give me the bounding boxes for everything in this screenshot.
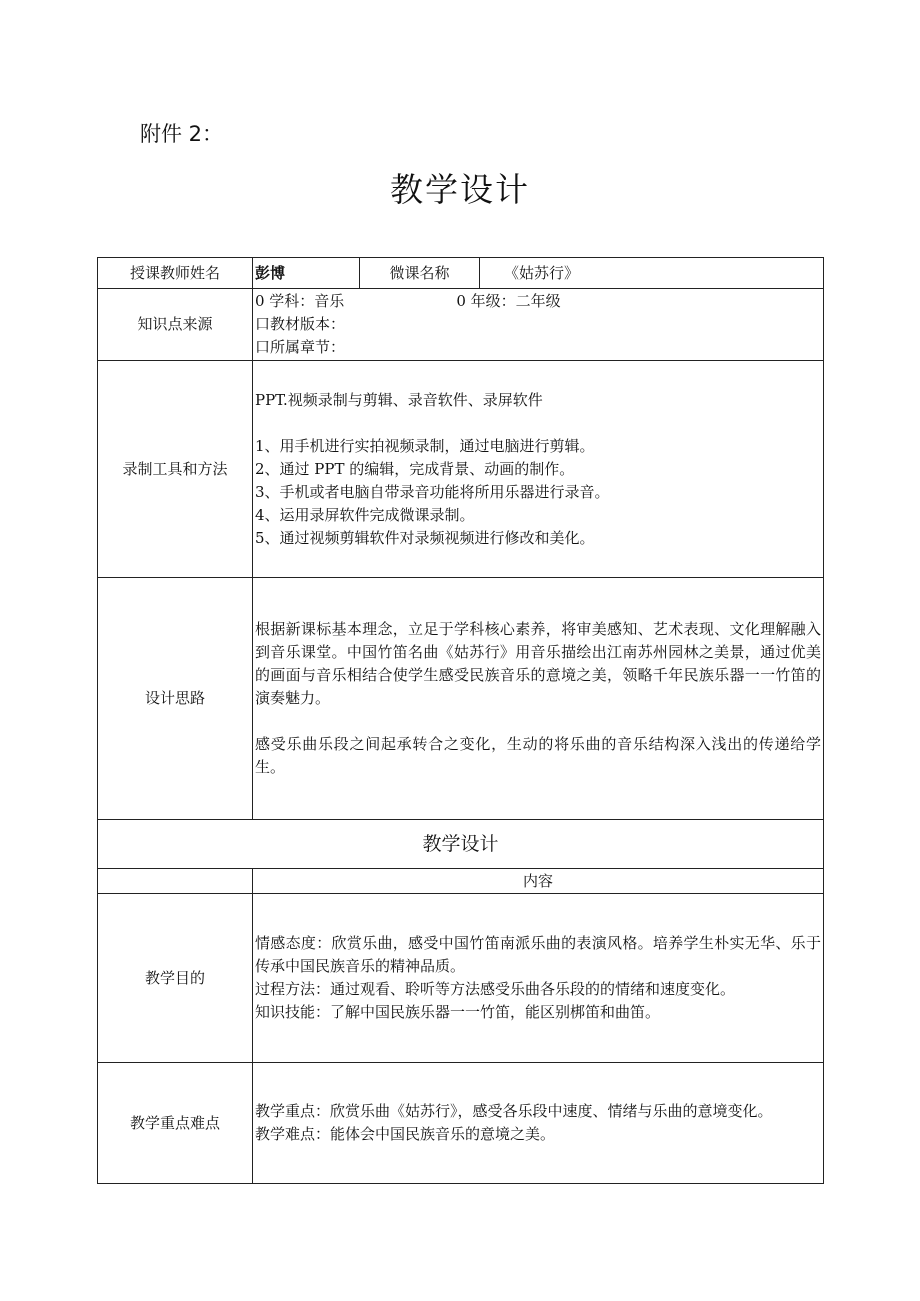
goal-line: 情感态度：欣赏乐曲，感受中国竹笛南派乐曲的表演风格。培养学生朴实无华、乐于传承中国民族音乐的精神品质。 [255, 934, 821, 975]
design-label: 设计思路 [98, 578, 253, 820]
source-subject: 0 学科：音乐 [255, 292, 345, 310]
goal-row [98, 894, 824, 1063]
attachment-label: 附件 2： [140, 122, 224, 146]
content-header-row [98, 869, 824, 894]
tools-step: 1、用手机进行实拍视频录制，通过电脑进行剪辑。 [255, 436, 595, 455]
tools-step: 2、通过 PPT 的编辑，完成背景、动画的制作。 [255, 459, 575, 478]
design-paragraph-2: 感受乐曲乐段之间起承转合之变化，生动的将乐曲的音乐结构深入浅出的传递给学生。 [255, 735, 821, 776]
goal-line: 知识技能：了解中国民族乐器一一竹笛，能区别梆笛和曲笛。 [255, 1003, 661, 1021]
source-content [253, 289, 824, 361]
design-paragraph-1: 根据新课标基本理念，立足于学科核心素养，将审美感知、艺术表现、文化理解融入到音乐课堂。中国竹笛名曲《姑苏行》用音乐描绘出江南苏州园林之美景，通过优美的画面与音乐相结合使学生感受民族音乐的意境之美，领略千年民族乐器一一竹笛的演奏魅力。 [255, 620, 821, 707]
source-edition: 口教材版本： [255, 315, 346, 333]
tools-summary: PPT.视频录制与剪辑、录音软件、录屏软件 [255, 390, 543, 409]
goal-content [253, 894, 824, 1063]
design-content [253, 578, 824, 820]
lesson-design-table [97, 257, 824, 1184]
page-title: 教学设计 [390, 170, 530, 209]
course-name: 《姑苏行》 [480, 258, 824, 289]
section-title: 教学设计 [98, 820, 824, 869]
design-row [98, 578, 824, 820]
tools-row [98, 361, 824, 578]
key-line: 教学难点：能体会中国民族音乐的意境之美。 [255, 1125, 556, 1143]
goal-label: 教学目的 [98, 894, 253, 1063]
teacher-label: 授课教师姓名 [98, 258, 253, 289]
tools-step: 5、通过视频剪辑软件对录频视频进行修改和美化。 [255, 528, 595, 547]
teacher-name: 彭博 [253, 258, 360, 289]
teacher-row [98, 258, 824, 289]
empty-header-cell [98, 869, 253, 894]
source-row [98, 289, 824, 361]
content-header: 内容 [253, 869, 824, 894]
source-grade: 0 年级：二年级 [456, 292, 561, 310]
section-title-row [98, 820, 824, 869]
key-content [253, 1063, 824, 1184]
tools-step: 3、手机或者电脑自带录音功能将所用乐器进行录音。 [255, 482, 610, 501]
key-row [98, 1063, 824, 1184]
source-chapter: 口所属章节： [255, 338, 346, 356]
tools-step: 4、运用录屏软件完成微课录制。 [255, 505, 475, 524]
key-label: 教学重点难点 [98, 1063, 253, 1184]
goal-line: 过程方法：通过观看、聆听等方法感受乐曲各乐段的的情绪和速度变化。 [255, 980, 736, 998]
tools-content [253, 361, 824, 578]
key-line: 教学重点：欣赏乐曲《姑苏行》，感受各乐段中速度、情绪与乐曲的意境变化。 [255, 1102, 773, 1120]
source-label: 知识点来源 [98, 289, 253, 361]
course-label: 微课名称 [360, 258, 480, 289]
tools-label: 录制工具和方法 [98, 361, 253, 578]
